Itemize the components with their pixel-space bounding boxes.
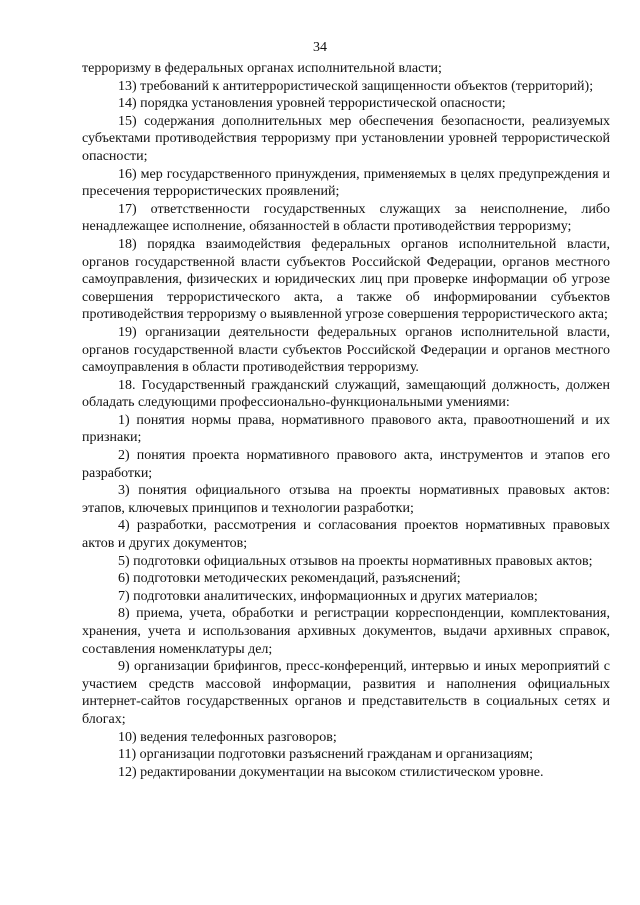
paragraph: 17) ответственности государственных служащих за неисполнение, либо ненадлежащее исполнение, обязанностей в области противодействия терроризму; [82,201,610,235]
paragraph: 9) организации брифингов, пресс-конференций, интервью и иных мероприятий с участием средств массовой информации, развития и наполнения официальных интернет-сайтов государственных органов и представительств в социальных сетях и блогах; [82,659,610,727]
paragraph: 1) понятия нормы права, нормативного правового акта, правоотношений и их признаки; [82,412,610,446]
paragraph: 7) подготовки аналитических, информационных и других материалов; [118,588,538,604]
paragraph: 10) ведения телефонных разговоров; [118,729,337,745]
paragraph: 5) подготовки официальных отзывов на проекты нормативных правовых актов; [118,553,593,569]
paragraph: 14) порядка установления уровней террористической опасности; [118,96,506,112]
paragraph: 13) требований к антитеррористической защищенности объектов (территорий); [118,78,594,94]
paragraph: 18. Государственный гражданский служащий, замещающий должность, должен обладать следующими профессионально-функциональными умениями: [82,377,610,411]
paragraph: 3) понятия официального отзыва на проекты нормативных правовых актов: этапов, ключевых принципов и технологии разработки; [82,483,610,516]
paragraph: терроризму в федеральных органах исполнительной власти; [82,61,442,76]
page-number: 34 [313,40,327,55]
paragraph: 6) подготовки методических рекомендаций, разъяснений; [118,571,461,587]
paragraph: 8) приема, учета, обработки и регистрации корреспонденции, комплектования, хранения, учета и использования архивных документов, выдачи архивных справок, составления номенклатуры дел; [82,606,610,657]
paragraph: 12) редактировании документации на высоком стилистическом уровне. [118,764,544,780]
paragraph: 19) организации деятельности федеральных органов исполнительной власти, органов государственной власти субъектов Российской Федерации и органов местного самоуправления в области противодействия терроризму. [82,324,610,376]
document-body [82,60,610,781]
paragraph: 11) организации подготовки разъяснений гражданам и организациям; [118,747,534,763]
paragraph: 15) содержания дополнительных мер обеспечения безопасности, реализуемых субъектами противодействия терроризму при установлении уровней террористической опасности; [82,113,610,164]
paragraph: 18) порядка взаимодействия федеральных органов исполнительной власти, органов государственной власти субъектов Российской Федерации, органов местного самоуправления, физических и юридических лиц при проверке информации об угрозе совершения террористического акта, а также об информировании субъектов противодействия терроризму о выявленной угрозе совершения террористического акта; [82,236,610,323]
paragraph: 4) разработки, рассмотрения и согласования проектов нормативных правовых актов и других документов; [82,518,610,552]
paragraph: 16) мер государственного принуждения, применяемых в целях предупреждения и пресечения террористических проявлений; [82,166,610,200]
paragraph: 2) понятия проекта нормативного правового акта, инструментов и этапов его разработки; [82,448,610,481]
